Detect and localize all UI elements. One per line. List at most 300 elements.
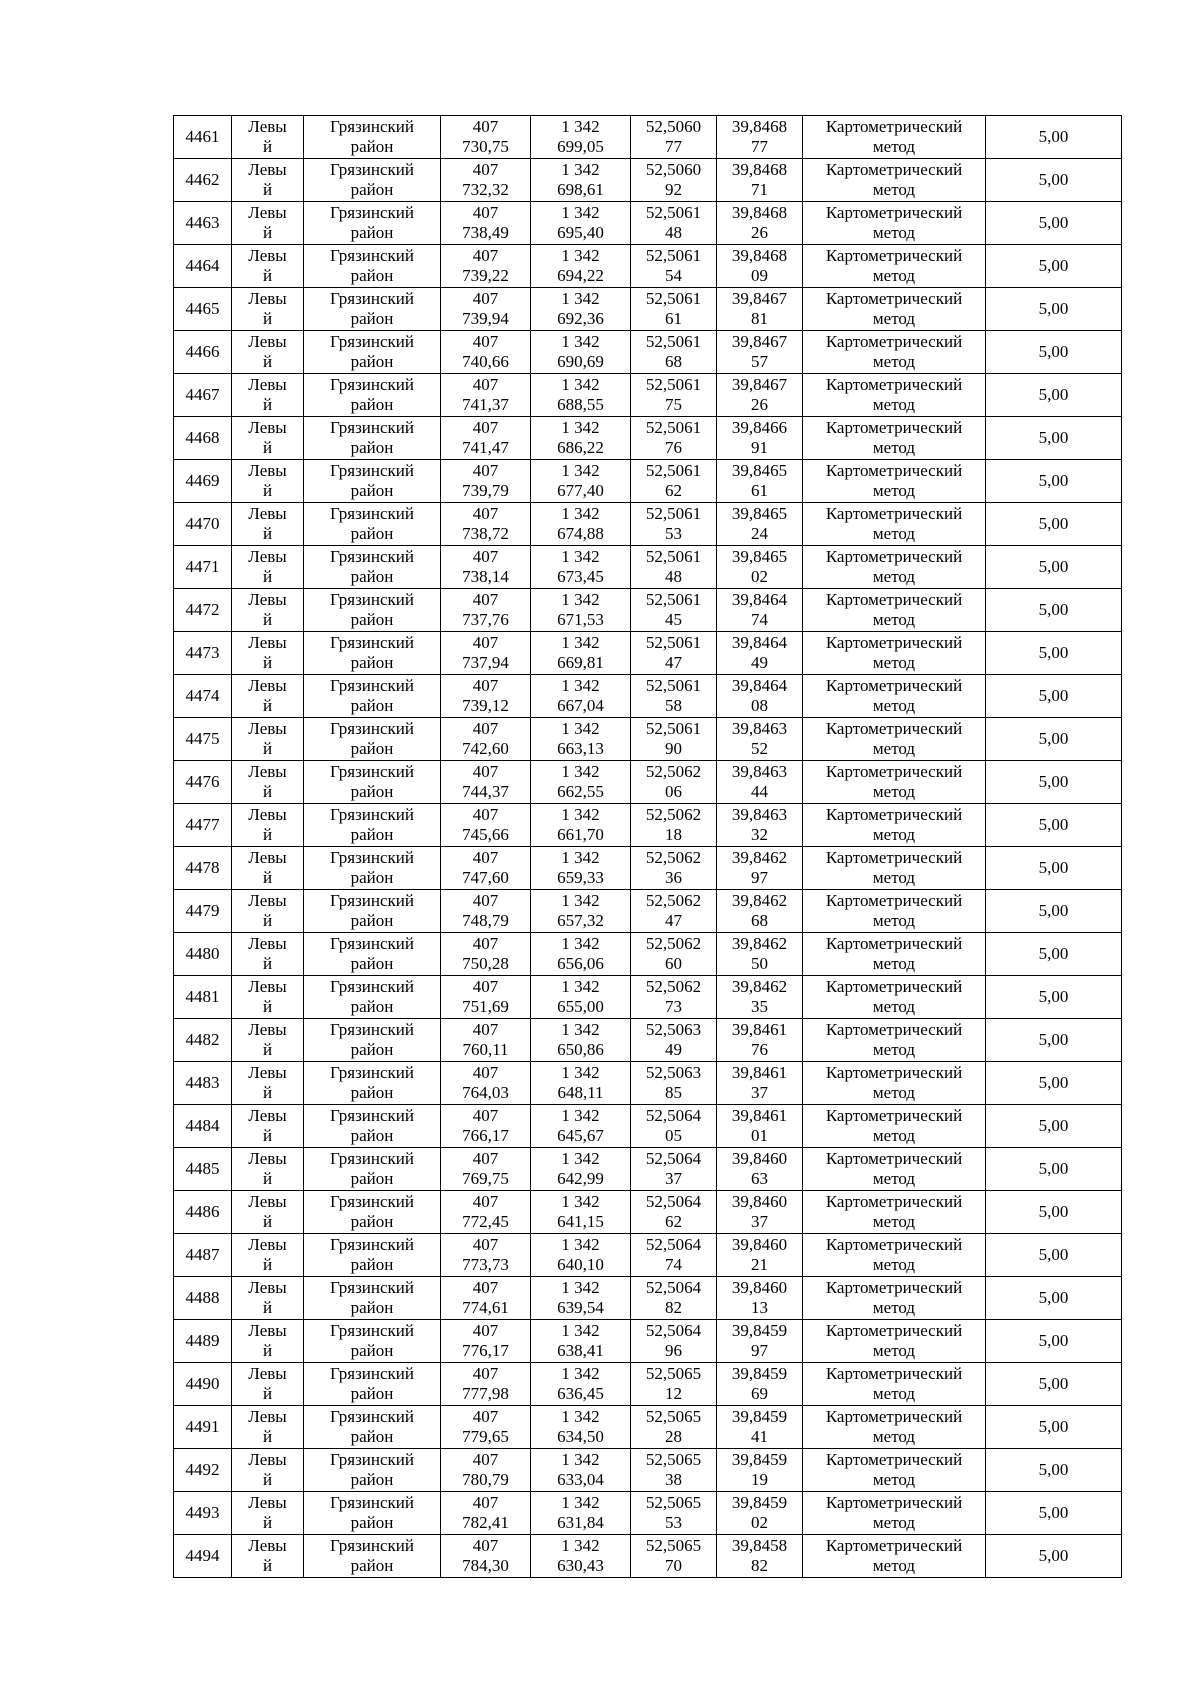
y-coordinate-cell: [531, 1535, 631, 1578]
table-row: [174, 245, 1122, 288]
y-coordinate-cell-line: 1 342: [561, 203, 600, 222]
y-coordinate-cell-line: 639,54: [557, 1298, 604, 1317]
latitude-cell-line: 52,5065: [645, 1364, 702, 1383]
point-number-cell: 4494: [174, 1535, 232, 1578]
district-cell-line: Грязинский: [330, 891, 414, 910]
bank-side-cell: [232, 1363, 304, 1406]
point-number-cell: 4476: [174, 761, 232, 804]
bank-side-cell-line: Левы: [248, 590, 287, 609]
y-coordinate-cell-line: 1 342: [561, 461, 600, 480]
x-coordinate-cell-line: 407: [472, 891, 499, 910]
latitude-cell: [631, 890, 717, 933]
y-coordinate-cell-line: 1 342: [561, 289, 600, 308]
district-cell: [304, 718, 441, 761]
point-number-cell: 4484: [174, 1105, 232, 1148]
point-number-cell: 4492: [174, 1449, 232, 1492]
latitude-cell-line: 52,5062: [645, 805, 702, 824]
longitude-cell-line: 57: [751, 352, 768, 371]
x-coordinate-cell: [441, 1320, 531, 1363]
district-cell-line: Грязинский: [330, 1493, 414, 1512]
district-cell-line: Грязинский: [330, 1536, 414, 1555]
longitude-cell-line: 08: [751, 696, 768, 715]
y-coordinate-cell-line: 1 342: [561, 762, 600, 781]
bank-side-cell: [232, 331, 304, 374]
method-cell: [803, 288, 986, 331]
district-cell-line: Грязинский: [330, 1063, 414, 1082]
district-cell-line: район: [350, 1298, 394, 1317]
bank-side-cell-line: Левы: [248, 762, 287, 781]
x-coordinate-cell-line: 407: [472, 547, 499, 566]
y-coordinate-cell: [531, 1406, 631, 1449]
method-cell: [803, 1406, 986, 1449]
bank-side-cell-line: й: [262, 352, 273, 371]
y-coordinate-cell-line: 674,88: [557, 524, 604, 543]
x-coordinate-cell: [441, 1363, 531, 1406]
latitude-cell-line: 52,5064: [645, 1149, 702, 1168]
accuracy-cell: 5,00: [986, 718, 1122, 761]
y-coordinate-cell-line: 694,22: [557, 266, 604, 285]
x-coordinate-cell-line: 739,22: [462, 266, 509, 285]
bank-side-cell-line: Левы: [248, 246, 287, 265]
longitude-cell: [717, 1191, 803, 1234]
method-cell: [803, 890, 986, 933]
latitude-cell: [631, 1449, 717, 1492]
y-coordinate-cell-line: 1 342: [561, 676, 600, 695]
point-number-cell: 4466: [174, 331, 232, 374]
bank-side-cell-line: й: [262, 825, 273, 844]
table-row: [174, 976, 1122, 1019]
x-coordinate-cell-line: 407: [472, 1020, 499, 1039]
latitude-cell: [631, 589, 717, 632]
district-cell: [304, 933, 441, 976]
latitude-cell-line: 47: [665, 911, 682, 930]
district-cell: [304, 245, 441, 288]
table-row: [174, 159, 1122, 202]
district-cell-line: район: [350, 1126, 394, 1145]
longitude-cell-line: 37: [751, 1212, 768, 1231]
district-cell-line: Грязинский: [330, 762, 414, 781]
latitude-cell-line: 52,5065: [645, 1407, 702, 1426]
latitude-cell-line: 52,5061: [645, 719, 702, 738]
longitude-cell-line: 39,8461: [731, 1063, 788, 1082]
x-coordinate-cell-line: 784,30: [462, 1556, 509, 1575]
bank-side-cell: [232, 202, 304, 245]
x-coordinate-cell-line: 407: [472, 934, 499, 953]
longitude-cell-line: 50: [751, 954, 768, 973]
y-coordinate-cell-line: 1 342: [561, 977, 600, 996]
longitude-cell-line: 39,8461: [731, 1106, 788, 1125]
method-cell-line: Картометрический: [825, 1235, 963, 1254]
y-coordinate-cell-line: 1 342: [561, 1321, 600, 1340]
latitude-cell-line: 52,5062: [645, 891, 702, 910]
bank-side-cell-line: Левы: [248, 1235, 287, 1254]
x-coordinate-cell-line: 738,49: [462, 223, 509, 242]
bank-side-cell: [232, 890, 304, 933]
district-cell: [304, 1363, 441, 1406]
method-cell-line: Картометрический: [825, 418, 963, 437]
method-cell-line: метод: [872, 395, 916, 414]
method-cell-line: Картометрический: [825, 1192, 963, 1211]
accuracy-cell: 5,00: [986, 1019, 1122, 1062]
bank-side-cell-line: й: [262, 1126, 273, 1145]
table-row: [174, 546, 1122, 589]
district-cell-line: Грязинский: [330, 117, 414, 136]
y-coordinate-cell: [531, 1449, 631, 1492]
bank-side-cell-line: Левы: [248, 504, 287, 523]
longitude-cell-line: 39,8458: [731, 1536, 788, 1555]
longitude-cell-line: 39,8462: [731, 848, 788, 867]
longitude-cell-line: 39,8468: [731, 160, 788, 179]
district-cell: [304, 1320, 441, 1363]
point-number-cell: 4493: [174, 1492, 232, 1535]
longitude-cell: [717, 1234, 803, 1277]
longitude-cell: [717, 374, 803, 417]
method-cell-line: Картометрический: [825, 1149, 963, 1168]
x-coordinate-cell: [441, 1191, 531, 1234]
district-cell-line: район: [350, 1212, 394, 1231]
y-coordinate-cell: [531, 718, 631, 761]
district-cell-line: район: [350, 1470, 394, 1489]
accuracy-cell: 5,00: [986, 288, 1122, 331]
method-cell-line: метод: [872, 610, 916, 629]
x-coordinate-cell-line: 407: [472, 1321, 499, 1340]
y-coordinate-cell-line: 657,32: [557, 911, 604, 930]
latitude-cell-line: 12: [665, 1384, 682, 1403]
bank-side-cell-line: Левы: [248, 332, 287, 351]
latitude-cell-line: 52,5065: [645, 1450, 702, 1469]
longitude-cell: [717, 1449, 803, 1492]
district-cell-line: Грязинский: [330, 1235, 414, 1254]
x-coordinate-cell-line: 751,69: [462, 997, 509, 1016]
district-cell: [304, 288, 441, 331]
latitude-cell-line: 52,5060: [645, 160, 702, 179]
district-cell: [304, 503, 441, 546]
accuracy-cell: 5,00: [986, 245, 1122, 288]
latitude-cell-line: 52,5062: [645, 848, 702, 867]
longitude-cell-line: 39,8463: [731, 762, 788, 781]
longitude-cell: [717, 761, 803, 804]
x-coordinate-cell: [441, 1449, 531, 1492]
x-coordinate-cell-line: 407: [472, 805, 499, 824]
district-cell-line: район: [350, 868, 394, 887]
bank-side-cell: [232, 1148, 304, 1191]
method-cell-line: метод: [872, 739, 916, 758]
x-coordinate-cell: [441, 417, 531, 460]
latitude-cell-line: 18: [665, 825, 682, 844]
y-coordinate-cell-line: 661,70: [557, 825, 604, 844]
latitude-cell-line: 68: [665, 352, 682, 371]
longitude-cell: [717, 331, 803, 374]
latitude-cell-line: 52,5062: [645, 762, 702, 781]
bank-side-cell-line: Левы: [248, 977, 287, 996]
point-number-cell: 4479: [174, 890, 232, 933]
latitude-cell: [631, 1363, 717, 1406]
bank-side-cell-line: Левы: [248, 1450, 287, 1469]
district-cell: [304, 804, 441, 847]
district-cell-line: Грязинский: [330, 1407, 414, 1426]
x-coordinate-cell-line: 407: [472, 1192, 499, 1211]
latitude-cell: [631, 804, 717, 847]
table-row: [174, 1191, 1122, 1234]
y-coordinate-cell-line: 650,86: [557, 1040, 604, 1059]
method-cell: [803, 675, 986, 718]
method-cell-line: Картометрический: [825, 934, 963, 953]
latitude-cell-line: 96: [665, 1341, 682, 1360]
x-coordinate-cell: [441, 1105, 531, 1148]
y-coordinate-cell-line: 638,41: [557, 1341, 604, 1360]
bank-side-cell-line: Левы: [248, 461, 287, 480]
latitude-cell: [631, 761, 717, 804]
district-cell-line: район: [350, 1427, 394, 1446]
bank-side-cell-line: й: [262, 1556, 273, 1575]
bank-side-cell: [232, 1406, 304, 1449]
latitude-cell-line: 52,5061: [645, 246, 702, 265]
latitude-cell-line: 75: [665, 395, 682, 414]
y-coordinate-cell-line: 1 342: [561, 1149, 600, 1168]
latitude-cell: [631, 288, 717, 331]
table-row: [174, 417, 1122, 460]
x-coordinate-cell-line: 407: [472, 203, 499, 222]
bank-side-cell-line: й: [262, 739, 273, 758]
y-coordinate-cell: [531, 503, 631, 546]
bank-side-cell: [232, 1277, 304, 1320]
longitude-cell-line: 39,8466: [731, 418, 788, 437]
accuracy-cell: 5,00: [986, 503, 1122, 546]
y-coordinate-cell: [531, 1019, 631, 1062]
latitude-cell: [631, 417, 717, 460]
district-cell-line: Грязинский: [330, 1321, 414, 1340]
latitude-cell: [631, 1191, 717, 1234]
district-cell-line: район: [350, 825, 394, 844]
district-cell-line: район: [350, 395, 394, 414]
bank-side-cell-line: Левы: [248, 1321, 287, 1340]
bank-side-cell-line: й: [262, 524, 273, 543]
method-cell-line: Картометрический: [825, 332, 963, 351]
table-row: [174, 890, 1122, 933]
district-cell-line: район: [350, 352, 394, 371]
x-coordinate-cell: [441, 374, 531, 417]
bank-side-cell: [232, 1062, 304, 1105]
x-coordinate-cell: [441, 503, 531, 546]
bank-side-cell: [232, 632, 304, 675]
method-cell-line: Картометрический: [825, 246, 963, 265]
bank-side-cell-line: Левы: [248, 117, 287, 136]
method-cell: [803, 1535, 986, 1578]
x-coordinate-cell-line: 407: [472, 246, 499, 265]
y-coordinate-cell-line: 1 342: [561, 117, 600, 136]
y-coordinate-cell: [531, 1277, 631, 1320]
y-coordinate-cell-line: 656,06: [557, 954, 604, 973]
longitude-cell-line: 39,8464: [731, 590, 788, 609]
latitude-cell: [631, 1277, 717, 1320]
method-cell-line: метод: [872, 696, 916, 715]
bank-side-cell-line: Левы: [248, 289, 287, 308]
x-coordinate-cell-line: 738,72: [462, 524, 509, 543]
latitude-cell-line: 52,5064: [645, 1192, 702, 1211]
district-cell: [304, 374, 441, 417]
district-cell: [304, 159, 441, 202]
method-cell-line: метод: [872, 954, 916, 973]
x-coordinate-cell-line: 407: [472, 1106, 499, 1125]
method-cell-line: метод: [872, 1341, 916, 1360]
longitude-cell-line: 82: [751, 1556, 768, 1575]
x-coordinate-cell-line: 732,32: [462, 180, 509, 199]
latitude-cell: [631, 503, 717, 546]
x-coordinate-cell-line: 777,98: [462, 1384, 509, 1403]
y-coordinate-cell-line: 698,61: [557, 180, 604, 199]
x-coordinate-cell-line: 407: [472, 1063, 499, 1082]
point-number-cell: 4465: [174, 288, 232, 331]
method-cell-line: метод: [872, 137, 916, 156]
bank-side-cell-line: Левы: [248, 934, 287, 953]
longitude-cell-line: 49: [751, 653, 768, 672]
district-cell-line: Грязинский: [330, 719, 414, 738]
accuracy-cell: 5,00: [986, 1105, 1122, 1148]
bank-side-cell-line: Левы: [248, 719, 287, 738]
longitude-cell-line: 97: [751, 1341, 768, 1360]
longitude-cell-line: 32: [751, 825, 768, 844]
district-cell: [304, 1406, 441, 1449]
district-cell: [304, 460, 441, 503]
bank-side-cell-line: й: [262, 1169, 273, 1188]
bank-side-cell-line: й: [262, 481, 273, 500]
bank-side-cell-line: Левы: [248, 203, 287, 222]
method-cell-line: Картометрический: [825, 1536, 963, 1555]
x-coordinate-cell-line: 407: [472, 117, 499, 136]
latitude-cell-line: 52,5064: [645, 1278, 702, 1297]
y-coordinate-cell-line: 1 342: [561, 891, 600, 910]
x-coordinate-cell-line: 737,94: [462, 653, 509, 672]
bank-side-cell-line: й: [262, 1427, 273, 1446]
y-coordinate-cell: [531, 761, 631, 804]
y-coordinate-cell: [531, 116, 631, 159]
method-cell: [803, 1492, 986, 1535]
longitude-cell: [717, 288, 803, 331]
longitude-cell-line: 69: [751, 1384, 768, 1403]
method-cell: [803, 1449, 986, 1492]
district-cell: [304, 976, 441, 1019]
table-row: [174, 804, 1122, 847]
longitude-cell: [717, 675, 803, 718]
latitude-cell: [631, 202, 717, 245]
point-number-cell: 4488: [174, 1277, 232, 1320]
latitude-cell-line: 62: [665, 481, 682, 500]
latitude-cell: [631, 1234, 717, 1277]
latitude-cell-line: 76: [665, 438, 682, 457]
latitude-cell-line: 52,5062: [645, 977, 702, 996]
accuracy-cell: 5,00: [986, 761, 1122, 804]
x-coordinate-cell-line: 773,73: [462, 1255, 509, 1274]
latitude-cell-line: 52,5061: [645, 633, 702, 652]
latitude-cell-line: 52,5061: [645, 547, 702, 566]
latitude-cell: [631, 245, 717, 288]
x-coordinate-cell: [441, 890, 531, 933]
longitude-cell-line: 39,8463: [731, 719, 788, 738]
latitude-cell-line: 48: [665, 223, 682, 242]
latitude-cell-line: 52,5063: [645, 1063, 702, 1082]
longitude-cell: [717, 546, 803, 589]
latitude-cell-line: 52,5061: [645, 289, 702, 308]
bank-side-cell-line: й: [262, 911, 273, 930]
method-cell-line: Картометрический: [825, 203, 963, 222]
bank-side-cell-line: й: [262, 180, 273, 199]
district-cell-line: Грязинский: [330, 289, 414, 308]
bank-side-cell-line: Левы: [248, 1149, 287, 1168]
longitude-cell-line: 39,8464: [731, 633, 788, 652]
longitude-cell-line: 01: [751, 1126, 768, 1145]
latitude-cell-line: 92: [665, 180, 682, 199]
point-number-cell: 4481: [174, 976, 232, 1019]
accuracy-cell: 5,00: [986, 331, 1122, 374]
bank-side-cell-line: Левы: [248, 160, 287, 179]
district-cell-line: Грязинский: [330, 1149, 414, 1168]
district-cell: [304, 116, 441, 159]
accuracy-cell: 5,00: [986, 1277, 1122, 1320]
x-coordinate-cell-line: 740,66: [462, 352, 509, 371]
x-coordinate-cell: [441, 1492, 531, 1535]
point-number-cell: 4474: [174, 675, 232, 718]
district-cell-line: район: [350, 180, 394, 199]
table-row: [174, 1062, 1122, 1105]
district-cell-line: Грязинский: [330, 934, 414, 953]
district-cell: [304, 1062, 441, 1105]
longitude-cell-line: 39,8460: [731, 1149, 788, 1168]
latitude-cell-line: 58: [665, 696, 682, 715]
district-cell: [304, 1277, 441, 1320]
method-cell: [803, 1234, 986, 1277]
accuracy-cell: 5,00: [986, 202, 1122, 245]
bank-side-cell-line: й: [262, 567, 273, 586]
latitude-cell-line: 52,5065: [645, 1493, 702, 1512]
accuracy-cell: 5,00: [986, 1234, 1122, 1277]
point-number-cell: 4478: [174, 847, 232, 890]
method-cell-line: Картометрический: [825, 289, 963, 308]
bank-side-cell-line: Левы: [248, 375, 287, 394]
bank-side-cell: [232, 1234, 304, 1277]
method-cell-line: метод: [872, 266, 916, 285]
y-coordinate-cell-line: 692,36: [557, 309, 604, 328]
x-coordinate-cell: [441, 116, 531, 159]
longitude-cell-line: 39,8462: [731, 977, 788, 996]
accuracy-cell: 5,00: [986, 374, 1122, 417]
x-coordinate-cell-line: 407: [472, 633, 499, 652]
method-cell-line: метод: [872, 524, 916, 543]
y-coordinate-cell-line: 1 342: [561, 1364, 600, 1383]
longitude-cell-line: 61: [751, 481, 768, 500]
method-cell: [803, 374, 986, 417]
longitude-cell: [717, 460, 803, 503]
longitude-cell: [717, 890, 803, 933]
longitude-cell-line: 09: [751, 266, 768, 285]
longitude-cell-line: 39,8459: [731, 1321, 788, 1340]
district-cell-line: Грязинский: [330, 418, 414, 437]
y-coordinate-cell: [531, 1148, 631, 1191]
y-coordinate-cell: [531, 1363, 631, 1406]
latitude-cell-line: 05: [665, 1126, 682, 1145]
point-number-cell: 4463: [174, 202, 232, 245]
method-cell-line: Картометрический: [825, 1364, 963, 1383]
district-cell-line: район: [350, 653, 394, 672]
table-row: [174, 1277, 1122, 1320]
longitude-cell-line: 77: [751, 137, 768, 156]
method-cell-line: Картометрический: [825, 1407, 963, 1426]
district-cell: [304, 1535, 441, 1578]
longitude-cell-line: 39,8465: [731, 504, 788, 523]
method-cell: [803, 417, 986, 460]
x-coordinate-cell: [441, 460, 531, 503]
bank-side-cell: [232, 1191, 304, 1234]
table-row: [174, 1449, 1122, 1492]
